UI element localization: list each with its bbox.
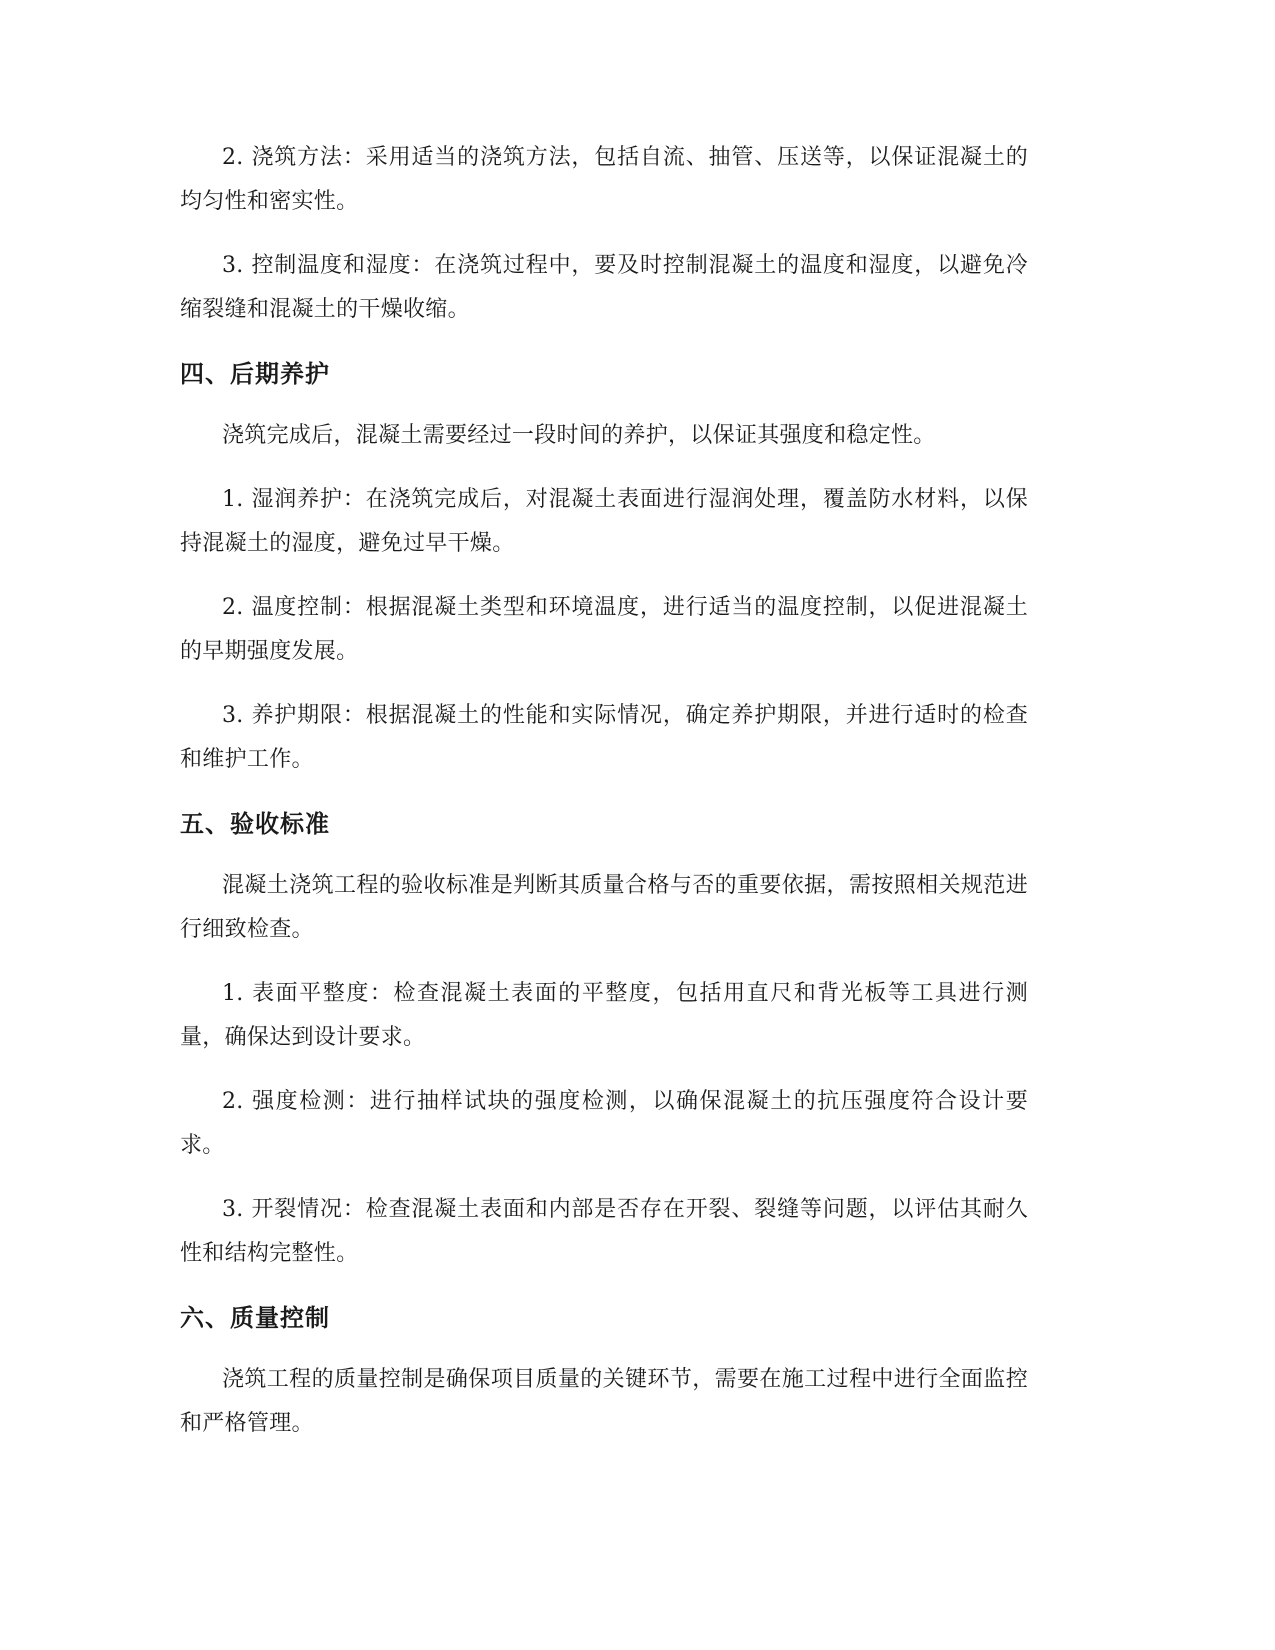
- section-heading-acceptance: 五、验收标准: [180, 810, 330, 838]
- acceptance-intro: 混凝土浇筑工程的验收标准是判断其质量合格与否的重要依据，需按照相关规范进行细致检查。: [180, 873, 1028, 942]
- quality-intro: 浇筑工程的质量控制是确保项目质量的关键环节，需要在施工过程中进行全面监控和严格管理。: [180, 1367, 1028, 1436]
- section-heading-quality: 六、质量控制: [180, 1304, 330, 1332]
- item-temperature-humidity: 3. 控制温度和湿度：在浇筑过程中，要及时控制混凝土的温度和湿度，以避免冷缩裂缝和混凝土的干燥收缩。: [180, 253, 1028, 322]
- item-cracking: 3. 开裂情况：检查混凝土表面和内部是否存在开裂、裂缝等问题，以评估其耐久性和结构完整性。: [180, 1197, 1028, 1266]
- item-moist-curing: 1. 湿润养护：在浇筑完成后，对混凝土表面进行湿润处理，覆盖防水材料，以保持混凝土的湿度，避免过早干燥。: [180, 487, 1028, 556]
- document-page: [180, 136, 1028, 1466]
- item-temperature-control: 2. 温度控制：根据混凝土类型和环境温度，进行适当的温度控制，以促进混凝土的早期强度发展。: [180, 595, 1028, 664]
- item-surface-flatness: 1. 表面平整度：检查混凝土表面的平整度，包括用直尺和背光板等工具进行测量，确保达到设计要求。: [180, 981, 1028, 1050]
- section-heading-curing: 四、后期养护: [180, 360, 330, 388]
- item-curing-period: 3. 养护期限：根据混凝土的性能和实际情况，确定养护期限，并进行适时的检查和维护工作。: [180, 703, 1028, 772]
- item-pouring-method: 2. 浇筑方法：采用适当的浇筑方法，包括自流、抽管、压送等，以保证混凝土的均匀性和密实性。: [180, 145, 1028, 214]
- item-strength-test: 2. 强度检测：进行抽样试块的强度检测，以确保混凝土的抗压强度符合设计要求。: [180, 1089, 1028, 1158]
- curing-intro: 浇筑完成后，混凝土需要经过一段时间的养护，以保证其强度和稳定性。: [222, 423, 936, 448]
